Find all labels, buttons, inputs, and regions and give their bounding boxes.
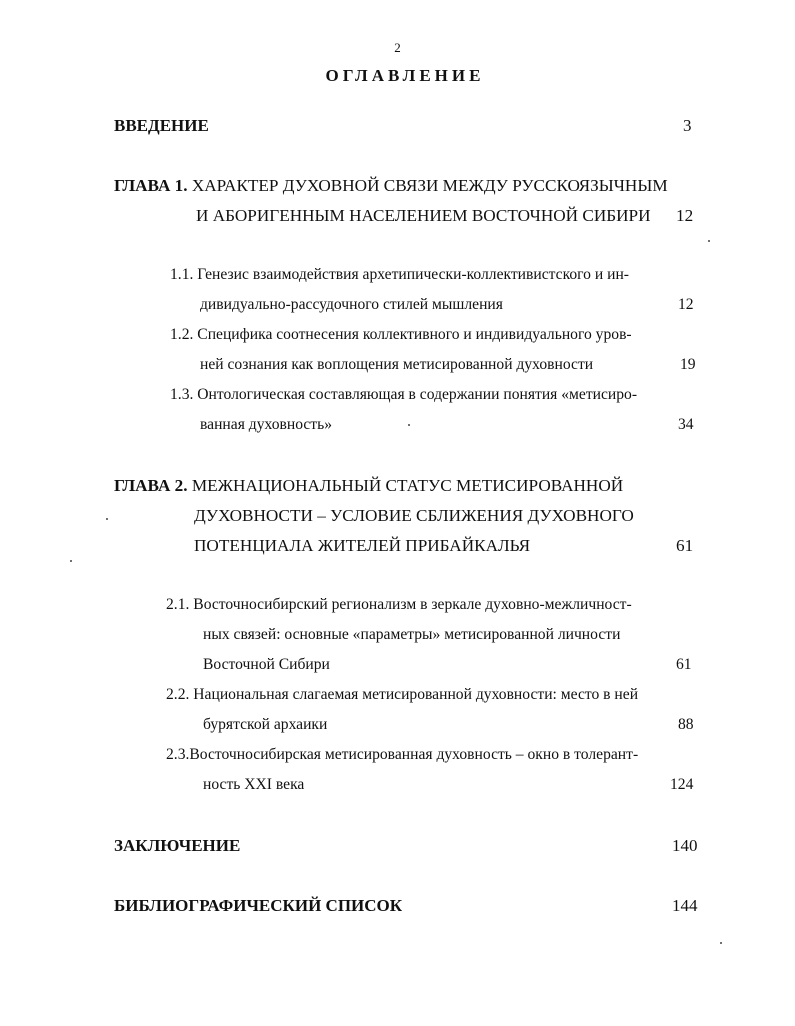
chapter1-title-line2: И АБОРИГЕННЫМ НАСЕЛЕНИЕМ ВОСТОЧНОЙ СИБИРИ: [196, 206, 651, 225]
chapter2-page: 61: [676, 536, 694, 555]
section-title: Восточносибирский регионализм в зеркале духовно-межличност-: [193, 596, 632, 613]
chapter2-title-line3: ПОТЕНЦИАЛА ЖИТЕЛЕЙ ПРИБАЙКАЛЬЯ: [194, 536, 531, 555]
section-2-1-line1: [166, 596, 632, 614]
bibliography-label: БИБЛИОГРАФИЧЕСКИЙ СПИСОК: [114, 896, 403, 915]
section-title: Генезис взаимодействия архетипически-коллективистского и ин-: [197, 266, 629, 283]
chapter2-label: ГЛАВА 2.: [114, 476, 188, 495]
chapter1-page: 12: [676, 206, 694, 225]
conclusion-page: 140: [672, 836, 698, 855]
scan-speck: [720, 942, 722, 944]
bibliography-page: 144: [672, 896, 698, 915]
scan-speck: [408, 424, 410, 426]
chapter2-title-line1: МЕЖНАЦИОНАЛЬНЫЙ СТАТУС МЕТИСИРОВАННОЙ: [191, 476, 624, 495]
section-1-2-line2: ней сознания как воплощения метисированной духовности: [200, 356, 594, 373]
scan-speck: [70, 560, 72, 562]
section-1-3-line1: [170, 386, 637, 404]
section-num: 1.1.: [170, 266, 194, 283]
section-num: 2.3.: [166, 746, 190, 763]
section-2-1-page: 61: [676, 656, 692, 673]
section-1-1-line1: [170, 266, 629, 284]
chapter1-label: ГЛАВА 1.: [114, 176, 188, 195]
section-1-3-line2: ванная духовность»: [200, 416, 333, 433]
section-title: Специфика соотнесения коллективного и индивидуального уров-: [197, 326, 632, 343]
chapter2-heading: [114, 476, 623, 496]
section-2-3-line1: [166, 746, 638, 764]
section-2-1-line2: ных связей: основные «параметры» метисированной личности: [203, 626, 621, 643]
section-num: 1.3.: [170, 386, 194, 403]
intro-page: 3: [683, 116, 692, 135]
section-2-3-page: 124: [670, 776, 694, 793]
page-number: 2: [394, 40, 401, 55]
scan-speck: [708, 240, 710, 242]
scan-speck: [106, 518, 108, 520]
section-num: 1.2.: [170, 326, 194, 343]
section-num: 2.1.: [166, 596, 190, 613]
section-title: Национальная слагаемая метисированной духовности: место в ней: [193, 686, 639, 703]
section-1-3-page: 34: [678, 416, 694, 433]
section-2-2-line1: [166, 686, 638, 704]
chapter2-title-line2: ДУХОВНОСТИ – УСЛОВИЕ СБЛИЖЕНИЯ ДУХОВНОГО: [194, 506, 634, 525]
conclusion-label: ЗАКЛЮЧЕНИЕ: [114, 836, 241, 855]
intro-label: ВВЕДЕНИЕ: [114, 116, 209, 135]
section-title: Онтологическая составляющая в содержании понятия «метисиро-: [197, 386, 638, 403]
section-2-2-line2: бурятской архаики: [203, 716, 328, 733]
toc-title: ОГЛАВЛЕНИЕ: [325, 66, 485, 85]
section-2-1-line3: Восточной Сибири: [203, 656, 330, 673]
chapter1-heading: [114, 176, 668, 196]
section-title: Восточносибирская метисированная духовность – окно в толерант-: [189, 746, 639, 763]
chapter1-title-line1: ХАРАКТЕР ДУХОВНОЙ СВЯЗИ МЕЖДУ РУССКОЯЗЫЧНЫМ: [191, 176, 668, 195]
section-num: 2.2.: [166, 686, 190, 703]
section-1-2-page: 19: [680, 356, 696, 373]
section-1-1-page: 12: [678, 296, 694, 313]
section-2-2-page: 88: [678, 716, 694, 733]
section-1-2-line1: [170, 326, 632, 344]
section-1-1-line2: дивидуально-рассудочного стилей мышления: [200, 296, 503, 313]
section-2-3-line2: ность XXI века: [203, 776, 305, 793]
